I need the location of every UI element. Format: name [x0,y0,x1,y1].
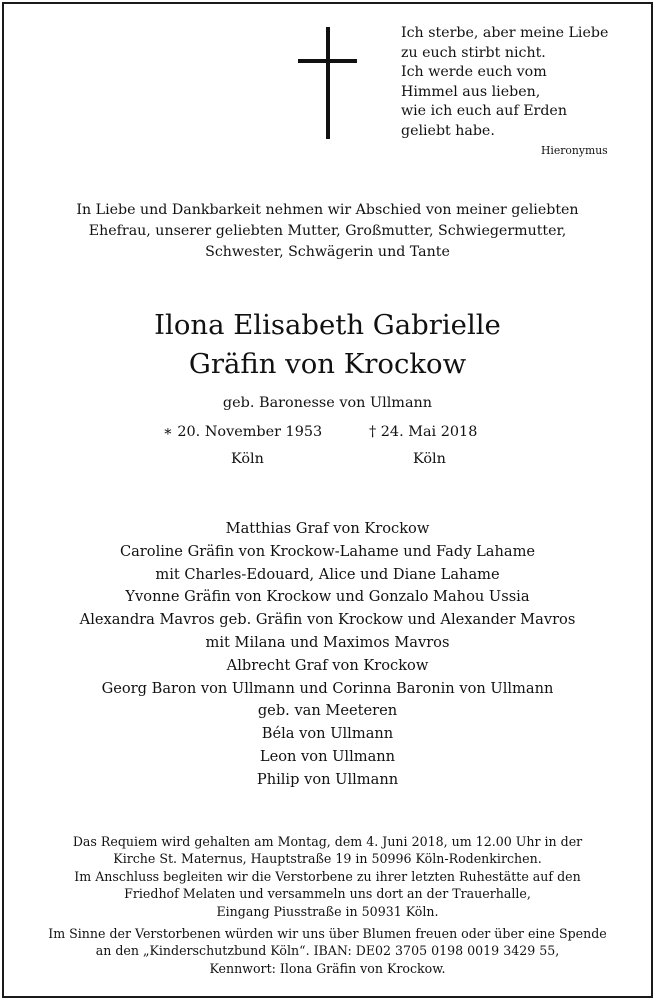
quote-line: Himmel aus lieben, [401,83,541,100]
donation-line: Im Sinne der Verstorbenen würden wir uns über Blumen freuen oder über eine Spende [48,926,607,941]
quote-line: wie ich euch auf Erden [401,103,567,120]
donation-line: an den „Kinderschutzbund Köln“. IBAN: DE02 3705 0198 0019 3429 55, [95,943,560,959]
death-place: Köln [413,451,446,467]
quote-author: Hieronymus [541,144,608,157]
birth-date: ∗ 20. November 1953 [163,424,323,440]
death-date: † 24. Mai 2018 [369,424,478,440]
birth-place: Köln [231,451,264,467]
family-member: geb. van Meeteren [257,702,398,720]
family-member: mit Charles-Edouard, Alice und Diane Lahame [155,565,500,583]
service-line: Friedhof Melaten und versammeln uns dort an der Trauerhalle, [124,886,531,902]
intro-line: In Liebe und Dankbarkeit nehmen wir Abschied von meiner geliebten [76,202,579,218]
family-member: Matthias Graf von Krockow [225,520,430,537]
quote-line: Ich sterbe, aber meine Liebe [401,25,609,41]
quote-line: Ich werde euch vom [401,64,547,81]
deceased-name-line1: Ilona Elisabeth Gabrielle [154,309,501,341]
deceased-name [0,306,655,384]
donation-info [0,925,655,977]
birth-name: geb. Baronesse von Ullmann [222,395,433,411]
family-member: Philip von Ullmann [256,770,399,788]
service-info [0,833,655,920]
quote-line: zu euch stirbt nicht. [401,44,546,61]
service-line: Im Anschluss begleiten wir die Verstorbene zu ihrer letzten Ruhestätte auf den [74,868,581,884]
family-member: Albrecht Graf von Krockow [226,656,429,674]
quote-line: geliebt habe. [401,122,495,139]
intro-text [0,200,655,263]
quote [401,24,641,142]
intro-line: Schwester, Schwägerin und Tante [205,244,450,260]
family-member: Alexandra Mavros geb. Gräfin von Krockow und Alexander Mavros [79,611,576,629]
service-line: Kirche St. Maternus, Hauptstraße 19 in 50996 Köln-Rodenkirchen. [113,851,542,867]
family-member: mit Milana und Maximos Mavros [205,633,450,651]
family-member: Béla von Ullmann [261,725,394,743]
intro-line: Ehefrau, unserer geliebten Mutter, Großmutter, Schwiegermutter, [88,223,567,239]
family-member: Caroline Gräfin von Krockow-Lahame und Fady Lahame [119,542,536,560]
service-line: Eingang Piusstraße in 50931 Köln. [216,903,439,919]
family-member: Georg Baron von Ullmann und Corinna Baronin von Ullmann [101,679,554,697]
family-member: Leon von Ullmann [259,747,396,765]
donation-line: Kennwort: Ilona Gräfin von Krockow. [209,960,446,976]
deceased-name-line2: Gräfin von Krockow [188,348,467,380]
service-line: Das Requiem wird gehalten am Montag, dem 4. Juni 2018, um 12.00 Uhr in der [72,834,583,849]
family-member: Yvonne Gräfin von Krockow und Gonzalo Mahou Ussia [125,588,530,606]
family-list [0,518,655,792]
